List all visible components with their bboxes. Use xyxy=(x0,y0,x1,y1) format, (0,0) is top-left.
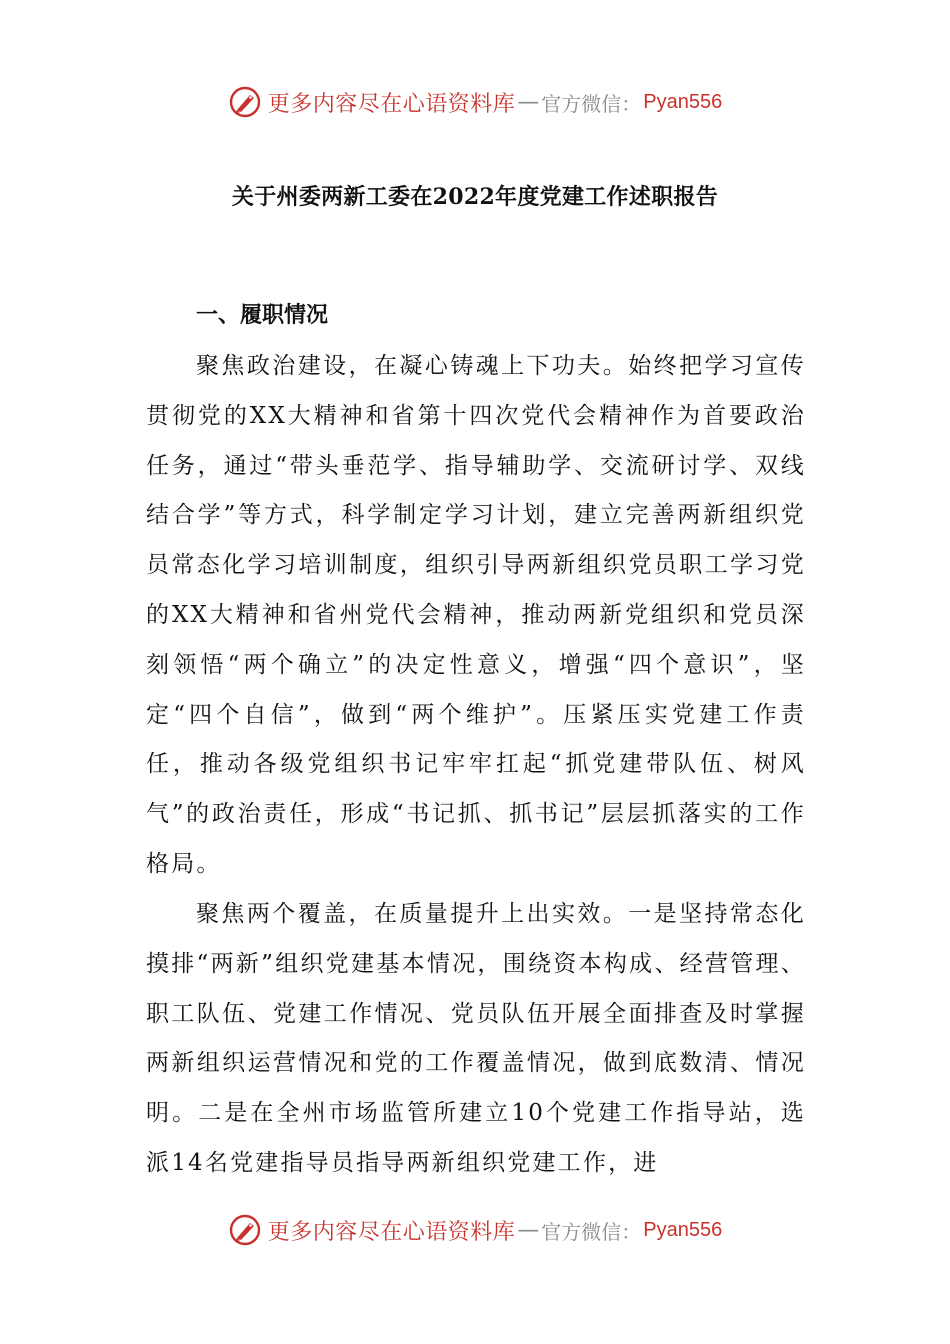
watermark-separator: — xyxy=(517,1217,540,1243)
document-title: 关于州委两新工委在2022年度党建工作述职报告 xyxy=(231,184,719,210)
pen-nib-logo-icon xyxy=(228,1213,262,1247)
watermark-wechat-label: 官方微信： xyxy=(541,1219,642,1244)
watermark-wechat-label: 官方微信： xyxy=(541,91,642,116)
body-paragraph-1: 聚焦政治建设，在凝心铸魂上下功夫。始终把学习宣传贯彻党的XX大精神和省第十四次党代会精神作为首要政治任务，通过“带头垂范学、指导辅助学、交流研讨学、双线结合学”等方式，科学制定学习计划，建立完善两新组织党员常态化学习培训制度，组织引导两新组织党员职工学习党的XX大精神和省州党代会精神，推动两新党组织和党员深刻领悟“两个确立”的决定性意义，增强“四个意识”，坚定“四个自信”，做到“两个维护”。压紧压实党建工作责任，推动各级党组织书记牢牢扛起“抓党建带队伍、树风气”的政治责任，形成“书记抓、抓书记”层层抓落实的工作格局。 xyxy=(146,353,806,877)
pen-nib-logo-icon xyxy=(228,85,262,119)
section-heading: 一、履职情况 xyxy=(196,302,329,328)
watermark-text: 更多内容尽在心语资料库 xyxy=(267,1219,516,1245)
watermark-wechat-id: Pyan556 xyxy=(643,1218,723,1241)
watermark-separator: — xyxy=(517,89,540,115)
watermark-wechat-id: Pyan556 xyxy=(643,90,723,113)
watermark-text: 更多内容尽在心语资料库 xyxy=(267,91,516,117)
body-paragraph-2: 聚焦两个覆盖，在质量提升上出实效。一是坚持常态化摸排“两新”组织党建基本情况，围绕资本构成、经营管理、职工队伍、党建工作情况、党员队伍开展全面排查及时掌握两新组织运营情况和党的工作覆盖情况，做到底数清、情况明。二是在全州市场监管所建立10个党建工作指导站，选派14名党建指导员指导两新组织党建工作，进 xyxy=(146,901,806,1176)
footer-watermark xyxy=(0,1210,950,1250)
header-watermark xyxy=(0,82,950,122)
